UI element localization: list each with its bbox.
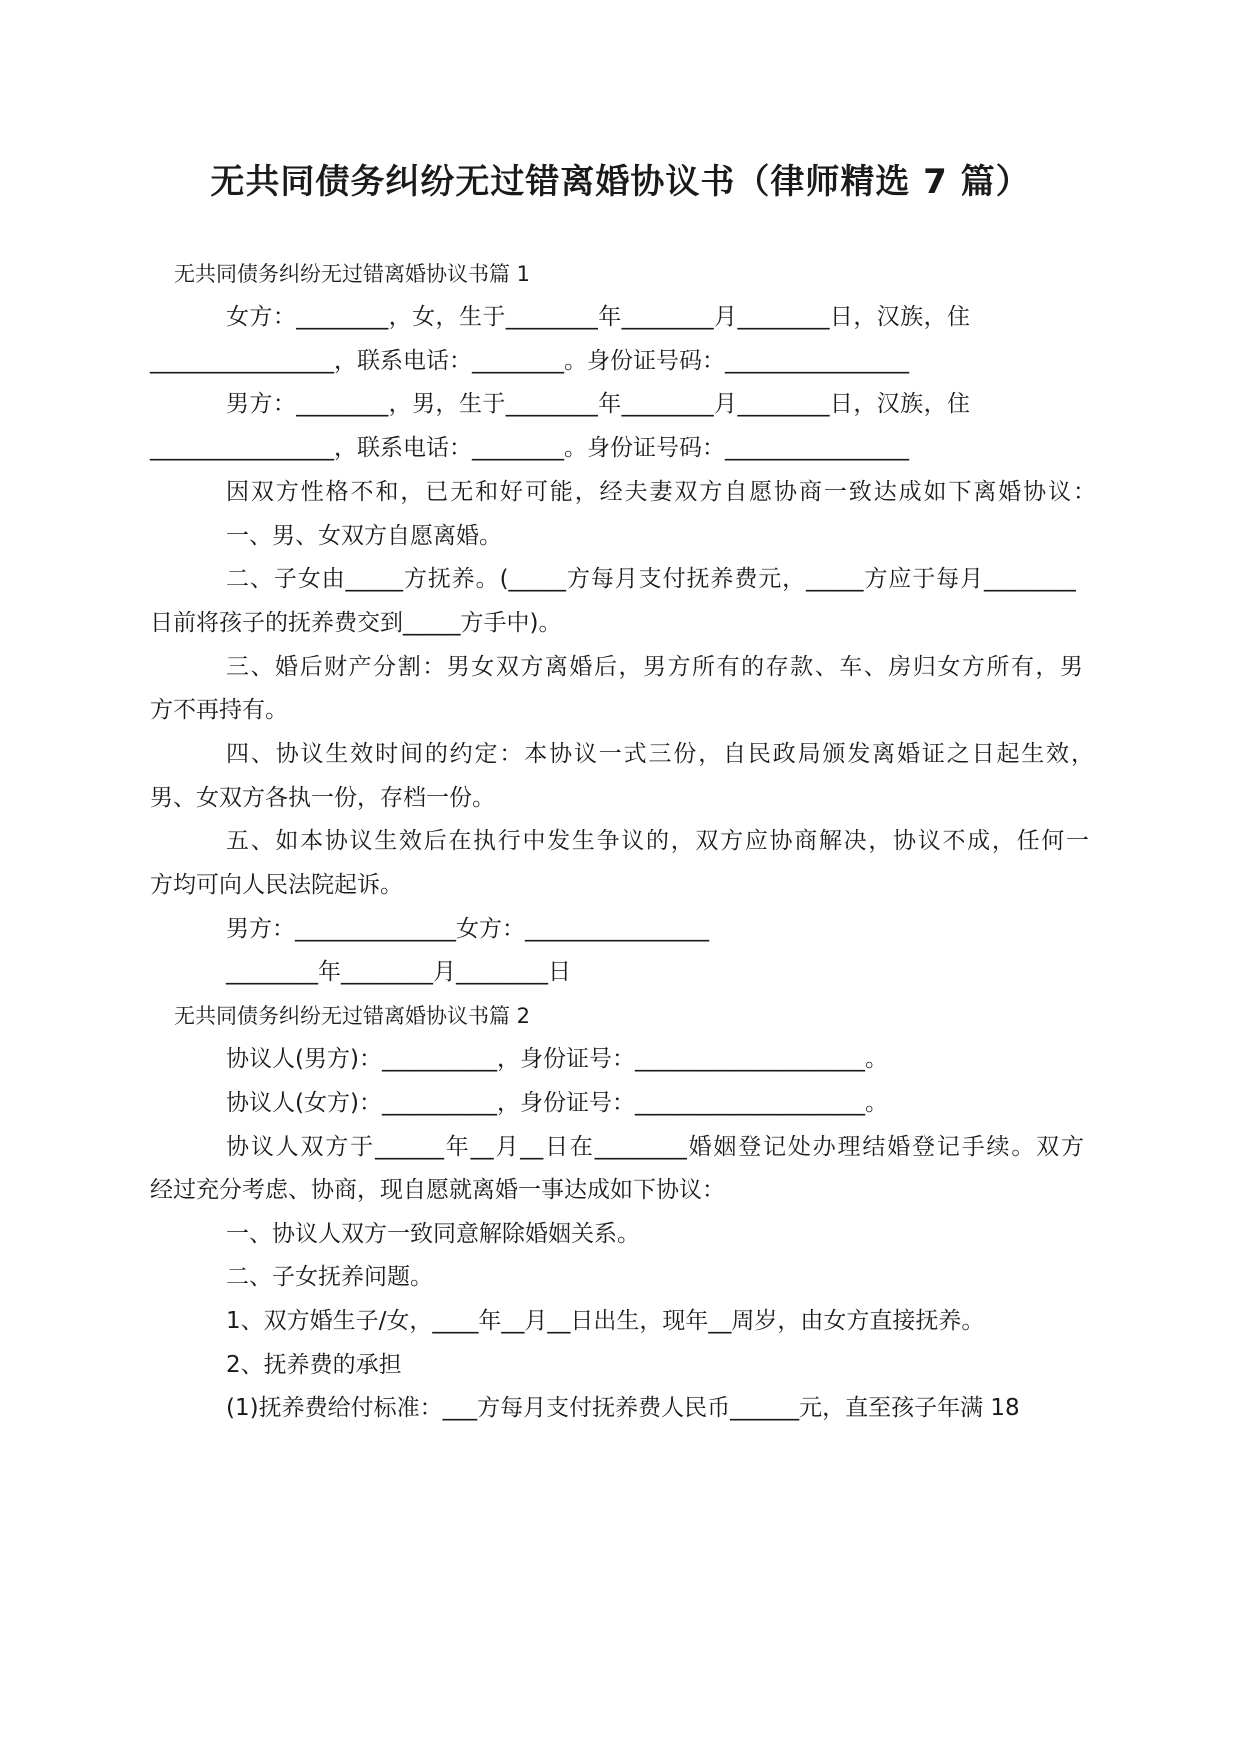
paragraph-line: 方不再持有。 xyxy=(150,697,288,723)
paragraph-line: 协议人双方于______年__月__日在________婚姻登记处办理结婚登记手续。双方 xyxy=(226,1134,1084,1160)
paragraph-line: 男方：________，男，生于________年________月________日，汉族，住 xyxy=(226,391,970,417)
paragraph-line: (1)抚养费给付标准：___方每月支付抚养费人民币______元，直至孩子年满 18 xyxy=(226,1395,1020,1421)
paragraph-line: 方均可向人民法院起诉。 xyxy=(150,872,403,898)
paragraph-line: 二、子女由_____方抚养。(_____方每月支付抚养费元，_____方应于每月________ xyxy=(226,566,1076,592)
paragraph-line: 2、抚养费的承担 xyxy=(226,1352,402,1378)
paragraph-line: 协议人(男方)：__________，身份证号：____________________。 xyxy=(226,1046,888,1072)
signature-line: 男方：______________女方：________________ xyxy=(226,916,709,942)
paragraph-line: 1、双方婚生子/女，____年__月__日出生，现年__周岁，由女方直接抚养。 xyxy=(226,1308,985,1334)
paragraph-line: 五、如本协议生效后在执行中发生争议的，双方应协商解决，协议不成，任何一 xyxy=(226,828,1089,854)
paragraph-line: 经过充分考虑、协商，现自愿就离婚一事达成如下协议： xyxy=(150,1177,725,1203)
date-line: ________年________月________日 xyxy=(226,959,571,985)
paragraph-line: 一、男、女双方自愿离婚。 xyxy=(226,523,502,549)
paragraph-line: 男、女双方各执一份，存档一份。 xyxy=(150,785,495,811)
section-heading-1: 无共同债务纠纷无过错离婚协议书篇 1 xyxy=(174,262,531,286)
paragraph-line: 三、婚后财产分割：男女双方离婚后，男方所有的存款、车、房归女方所有，男 xyxy=(226,654,1083,680)
paragraph-line: ________________，联系电话：________。身份证号码：________________ xyxy=(150,348,909,374)
paragraph-line: 因双方性格不和，已无和好可能，经夫妻双方自愿协商一致达成如下离婚协议： xyxy=(226,479,1096,505)
paragraph-line: ________________，联系电话：________。身份证号码：________________ xyxy=(150,435,909,461)
paragraph-line: 日前将孩子的抚养费交到_____方手中)。 xyxy=(150,610,562,636)
paragraph-line: 四、协议生效时间的约定：本协议一式三份，自民政局颁发离婚证之日起生效， xyxy=(226,741,1094,767)
paragraph-line: 协议人(女方)：__________，身份证号：____________________。 xyxy=(226,1090,888,1116)
section-heading-2: 无共同债务纠纷无过错离婚协议书篇 2 xyxy=(174,1004,531,1028)
page-title: 无共同债务纠纷无过错离婚协议书（律师精选 7 篇） xyxy=(210,162,1031,202)
paragraph-line: 二、子女抚养问题。 xyxy=(226,1264,433,1290)
paragraph-line: 一、协议人双方一致同意解除婚姻关系。 xyxy=(226,1221,640,1247)
paragraph-line: 女方：________，女，生于________年________月________日，汉族，住 xyxy=(226,304,970,330)
